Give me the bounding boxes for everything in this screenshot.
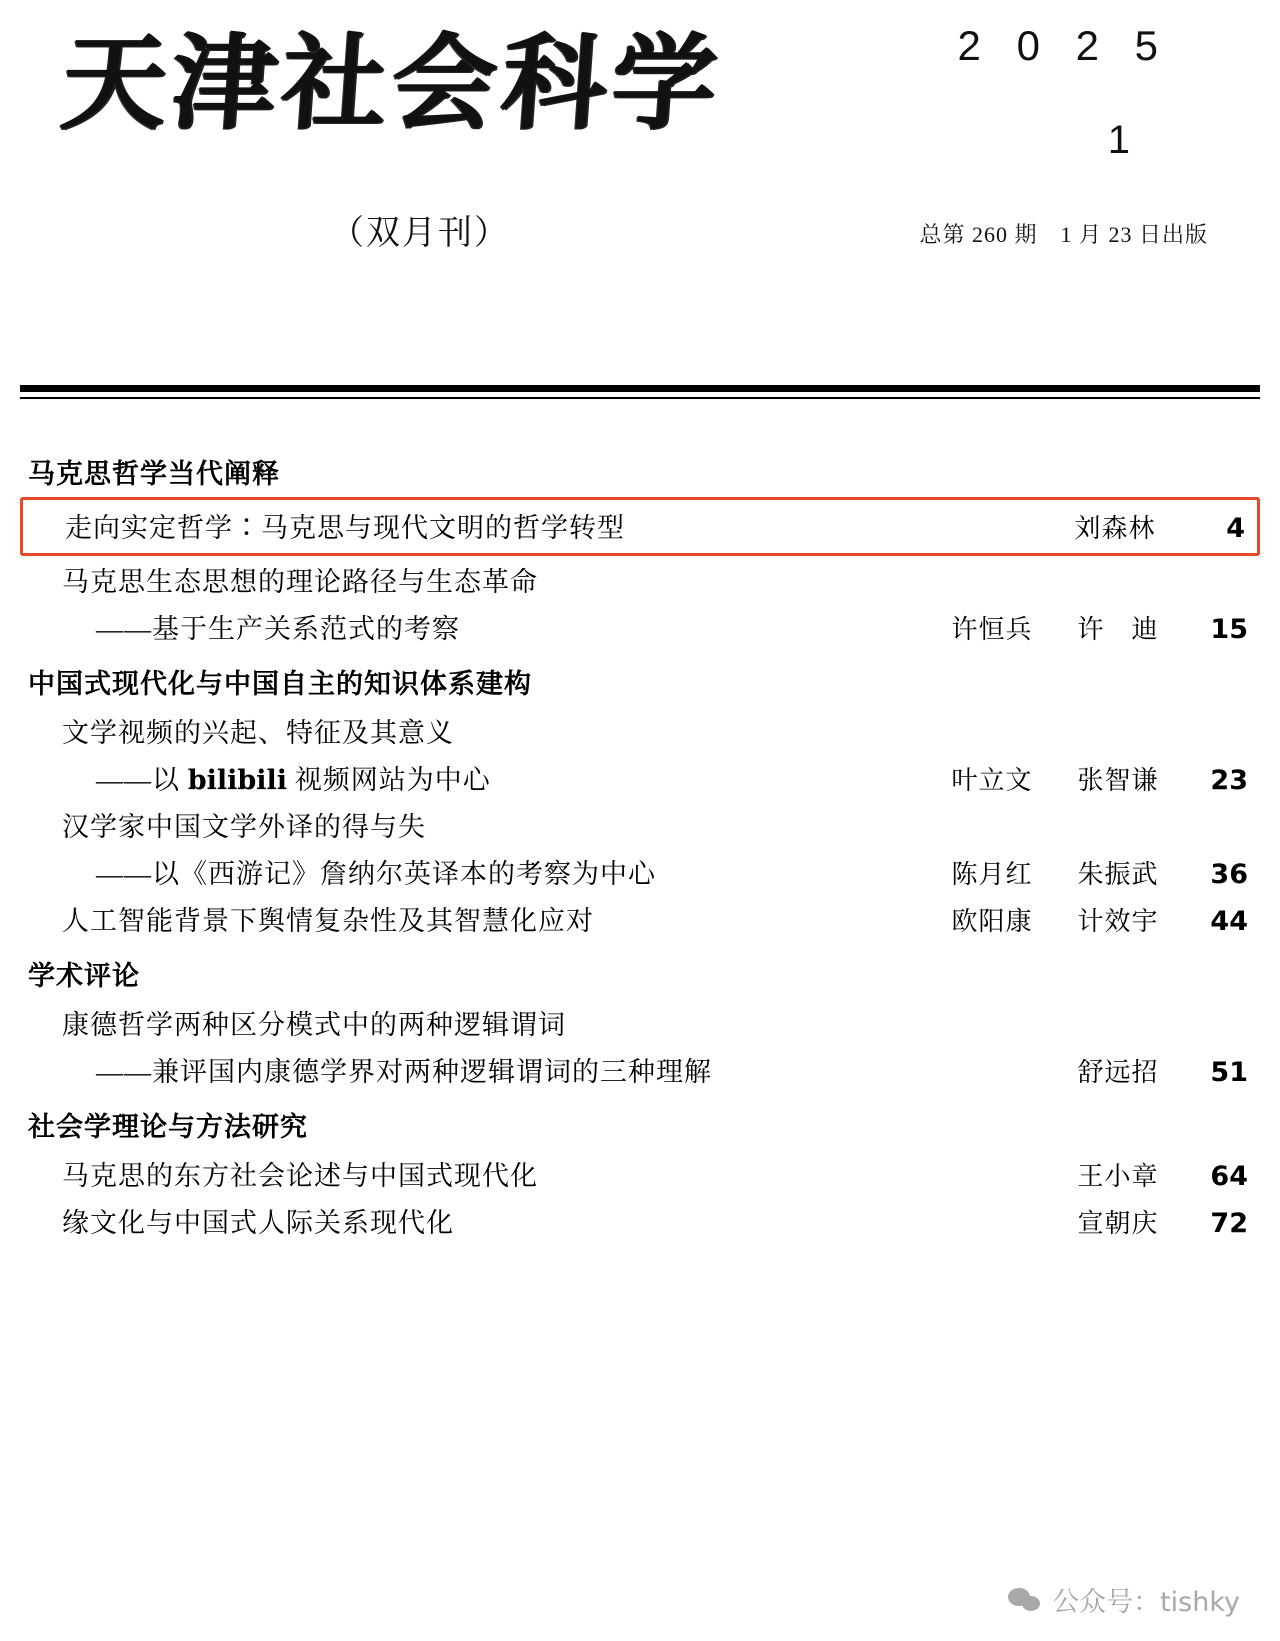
- table-of-contents: [0, 440, 1280, 1244]
- entry-page-number: 4: [1226, 513, 1245, 544]
- author-name: 欧阳康: [951, 907, 1033, 936]
- toc-entry[interactable]: [20, 1150, 1260, 1197]
- toc-entry[interactable]: [20, 707, 1260, 754]
- journal-title: 天津社会科学: [57, 21, 727, 144]
- section-heading: 学术评论: [28, 961, 140, 992]
- author-name: 许 迪: [1077, 615, 1159, 644]
- entry-authors: [1049, 508, 1175, 545]
- entry-authors: [926, 609, 1178, 646]
- entry-title: 文学视频的兴起、特征及其意义: [62, 718, 454, 748]
- toc-entry[interactable]: [20, 999, 1260, 1046]
- entry-page-number: 64: [1210, 1161, 1248, 1192]
- toc-entry[interactable]: [20, 895, 1260, 942]
- entry-authors: [1052, 1203, 1178, 1240]
- author-name: 叶立文: [951, 766, 1033, 795]
- author-name: 陈月红: [951, 860, 1033, 889]
- entry-page-number: 23: [1210, 765, 1248, 796]
- toc-entry[interactable]: [20, 801, 1260, 848]
- divider-thin: [20, 397, 1260, 399]
- toc-entry-subtitle-row[interactable]: [20, 848, 1260, 895]
- toc-entry[interactable]: [20, 1197, 1260, 1244]
- entry-title: 缘文化与中国式人际关系现代化: [62, 1208, 454, 1238]
- watermark-text: 公众号：tishky: [1052, 1587, 1240, 1618]
- issue-year: 2 0 2 5: [957, 22, 1170, 69]
- entry-title: 马克思生态思想的理论路径与生态革命: [62, 567, 538, 597]
- entry-page-number: 15: [1210, 614, 1248, 645]
- section-heading: 社会学理论与方法研究: [28, 1112, 308, 1143]
- author-name: 许恒兵: [951, 615, 1033, 644]
- watermark: [1008, 1580, 1240, 1619]
- entry-authors: [926, 760, 1178, 797]
- issue-number: 1: [1107, 118, 1130, 162]
- divider-thick: [20, 385, 1260, 392]
- entry-title: 人工智能背景下舆情复杂性及其智慧化应对: [62, 906, 594, 936]
- entry-authors: [926, 854, 1178, 891]
- toc-entry[interactable]: [20, 556, 1260, 603]
- masthead: [0, 0, 1280, 300]
- author-name: 宣朝庆: [1077, 1209, 1159, 1238]
- entry-subtitle: ——基于生产关系范式的考察: [96, 614, 460, 644]
- entry-authors: [926, 901, 1178, 938]
- entry-title: 走向实定哲学∶马克思与现代文明的哲学转型: [65, 513, 625, 543]
- entry-title: 马克思的东方社会论述与中国式现代化: [62, 1161, 538, 1191]
- entry-subtitle: ——以《西游记》詹纳尔英译本的考察为中心: [96, 859, 656, 889]
- journal-subtitle: （双月刊）: [330, 215, 510, 252]
- section-heading: 中国式现代化与中国自主的知识体系建构: [28, 669, 532, 700]
- entry-subtitle: ——兼评国内康德学界对两种逻辑谓词的三种理解: [96, 1057, 712, 1087]
- author-name: 张智谦: [1077, 766, 1159, 795]
- entry-subtitle: ——以 bilibili 视频网站为中心: [96, 765, 491, 796]
- section-heading: 马克思哲学当代阐释: [28, 459, 280, 490]
- author-name: 朱振武: [1077, 860, 1159, 889]
- header-divider: [20, 385, 1260, 399]
- toc-entry[interactable]: [20, 497, 1260, 556]
- author-name: 刘森林: [1074, 514, 1156, 543]
- entry-title: 康德哲学两种区分模式中的两种逻辑谓词: [62, 1010, 566, 1040]
- issue-serial-info: 总第 260 期 1 月 23 日出版: [919, 222, 1208, 247]
- entry-page-number: 72: [1210, 1208, 1248, 1239]
- entry-authors: [1052, 1156, 1178, 1193]
- toc-entry-subtitle-row[interactable]: [20, 1046, 1260, 1093]
- author-name: 舒远招: [1077, 1058, 1159, 1087]
- entry-authors: [1052, 1052, 1178, 1089]
- author-name: 王小章: [1077, 1162, 1159, 1191]
- toc-entry-subtitle-row[interactable]: [20, 603, 1260, 650]
- entry-page-number: 36: [1210, 859, 1248, 890]
- entry-title: 汉学家中国文学外译的得与失: [62, 812, 426, 842]
- wechat-icon: [1008, 1586, 1042, 1614]
- entry-page-number: 44: [1210, 906, 1248, 937]
- toc-entry-subtitle-row[interactable]: [20, 754, 1260, 801]
- entry-page-number: 51: [1210, 1057, 1248, 1088]
- author-name: 计效宇: [1077, 907, 1159, 936]
